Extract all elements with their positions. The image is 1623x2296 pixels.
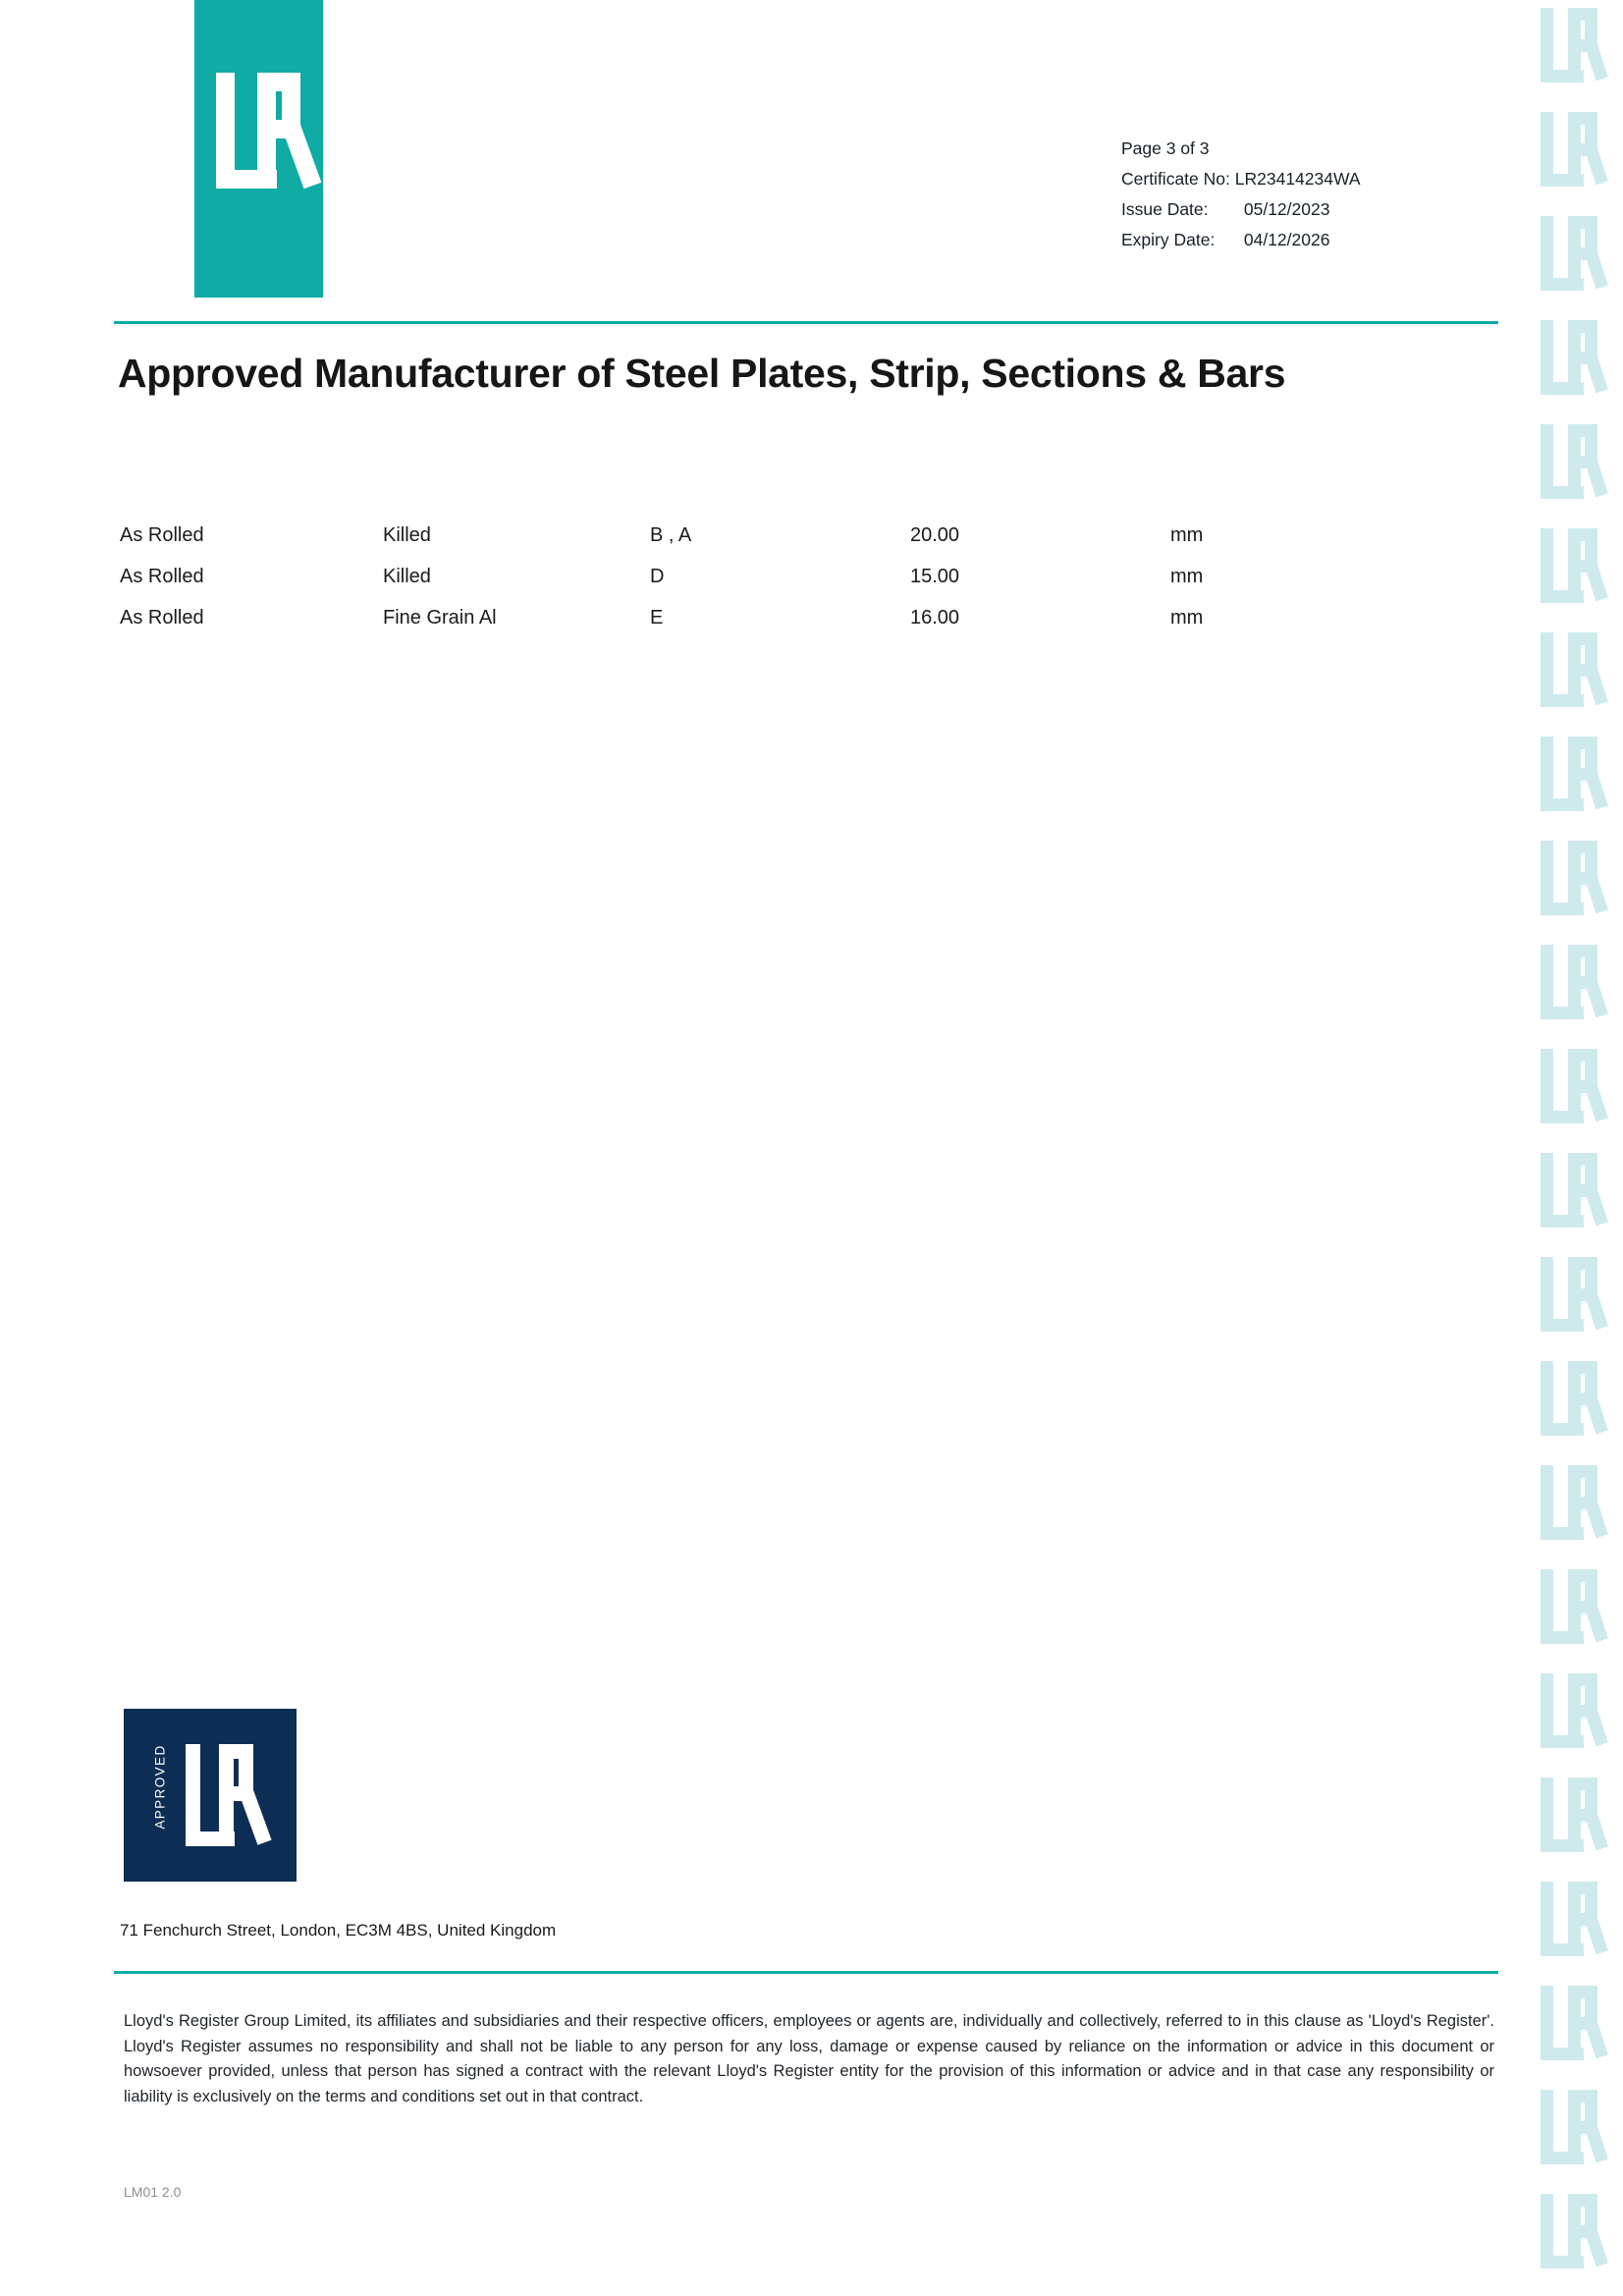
watermark-logo-icon [1535,1978,1601,2068]
watermark-logo-icon [1535,1770,1601,1860]
page-number: Page 3 of 3 [1121,138,1210,158]
watermark-logo-icon [1535,0,1601,90]
cell-grade: D [650,566,665,587]
expiry-date-label: Expiry Date: [1121,230,1216,249]
cell-deoxidation: Fine Grain Al [383,607,497,629]
watermark-logo-icon [1535,1561,1601,1652]
cell-condition: As Rolled [120,607,204,629]
issue-date-label: Issue Date: [1121,199,1209,219]
cell-deoxidation: Killed [383,566,431,587]
stamp-r-leg [240,1790,272,1845]
page-title: Approved Manufacturer of Steel Plates, Strip, Sections & Bars [118,351,1286,396]
watermark-logo-icon [1535,1666,1601,1756]
table-row [120,566,1298,607]
issue-date-row [1121,194,1361,225]
expiry-date-value: 04/12/2026 [1243,230,1330,249]
watermark-logo-icon [1535,833,1601,923]
cell-unit: mm [1170,566,1204,587]
footer-address: 71 Fenchurch Street, London, EC3M 4BS, United Kingdom [120,1921,557,1940]
steel-product-table [120,524,1298,648]
cell-deoxidation: Killed [383,524,431,546]
lloyds-register-logo-icon [194,0,323,298]
cell-unit: mm [1170,607,1204,629]
certificate-number-label: Certificate No: [1121,169,1230,189]
footer-divider [114,1971,1498,1974]
approved-stamp-icon [124,1709,297,1882]
table-row [120,524,1298,566]
watermark-strip [1513,0,1623,2296]
cell-grade: E [650,607,664,629]
watermark-logo-icon [1535,1457,1601,1548]
footer-disclaimer: Lloyd's Register Group Limited, its affiliates and subsidiaries and their respective officers, employees or agents are, individually and collectively, referred to in this clause as 'Lloyd's Register'. Lloyd's Register assumes no responsibility and shall not be liable to any person for any loss, damage or expense caused by reliance on the information or advice in this document or howsoever provided, unless that person has signed a contract with the relevant Lloyd's Register entity for the provision of this information or advice and in that case any responsibility or liability is exclusively on the terms and conditions set out in that contract. [124,2012,1494,2106]
cell-thickness: 15.00 [910,566,960,587]
cell-thickness: 20.00 [910,524,960,546]
watermark-logo-icon [1535,1249,1601,1339]
footer-form-code: LM01 2.0 [124,2184,182,2200]
cell-grade: B , A [650,524,692,546]
table-body [120,524,1298,648]
header-divider [114,321,1498,324]
watermark-logo-icon [1535,1874,1601,1964]
logo-r-leg [283,125,321,190]
watermark-logo-icon [1535,2082,1601,2172]
table-row [120,607,1298,648]
cell-thickness: 16.00 [910,607,960,629]
watermark-logo-icon [1535,625,1601,715]
approved-stamp-label: APPROVED [152,1744,168,1830]
cell-condition: As Rolled [120,566,204,587]
issue-date-value: 05/12/2023 [1243,199,1330,219]
watermark-logo-icon [1535,104,1601,194]
watermark-logo-icon [1535,937,1601,1027]
watermark-logo-icon [1535,2186,1601,2276]
watermark-logo-icon [1535,1145,1601,1235]
watermark-logo-icon [1535,1041,1601,1131]
expiry-date-row [1121,225,1361,255]
watermark-logo-icon [1535,520,1601,611]
cell-unit: mm [1170,524,1204,546]
cell-condition: As Rolled [120,524,204,546]
certificate-number-value: LR23414234WA [1234,169,1361,189]
watermark-logo-icon [1535,1353,1601,1444]
watermark-logo-icon [1535,312,1601,403]
certificate-number-row [1121,164,1361,194]
certificate-meta [1121,134,1361,255]
watermark-logo-icon [1535,729,1601,819]
watermark-logo-icon [1535,208,1601,299]
watermark-logo-icon [1535,416,1601,507]
